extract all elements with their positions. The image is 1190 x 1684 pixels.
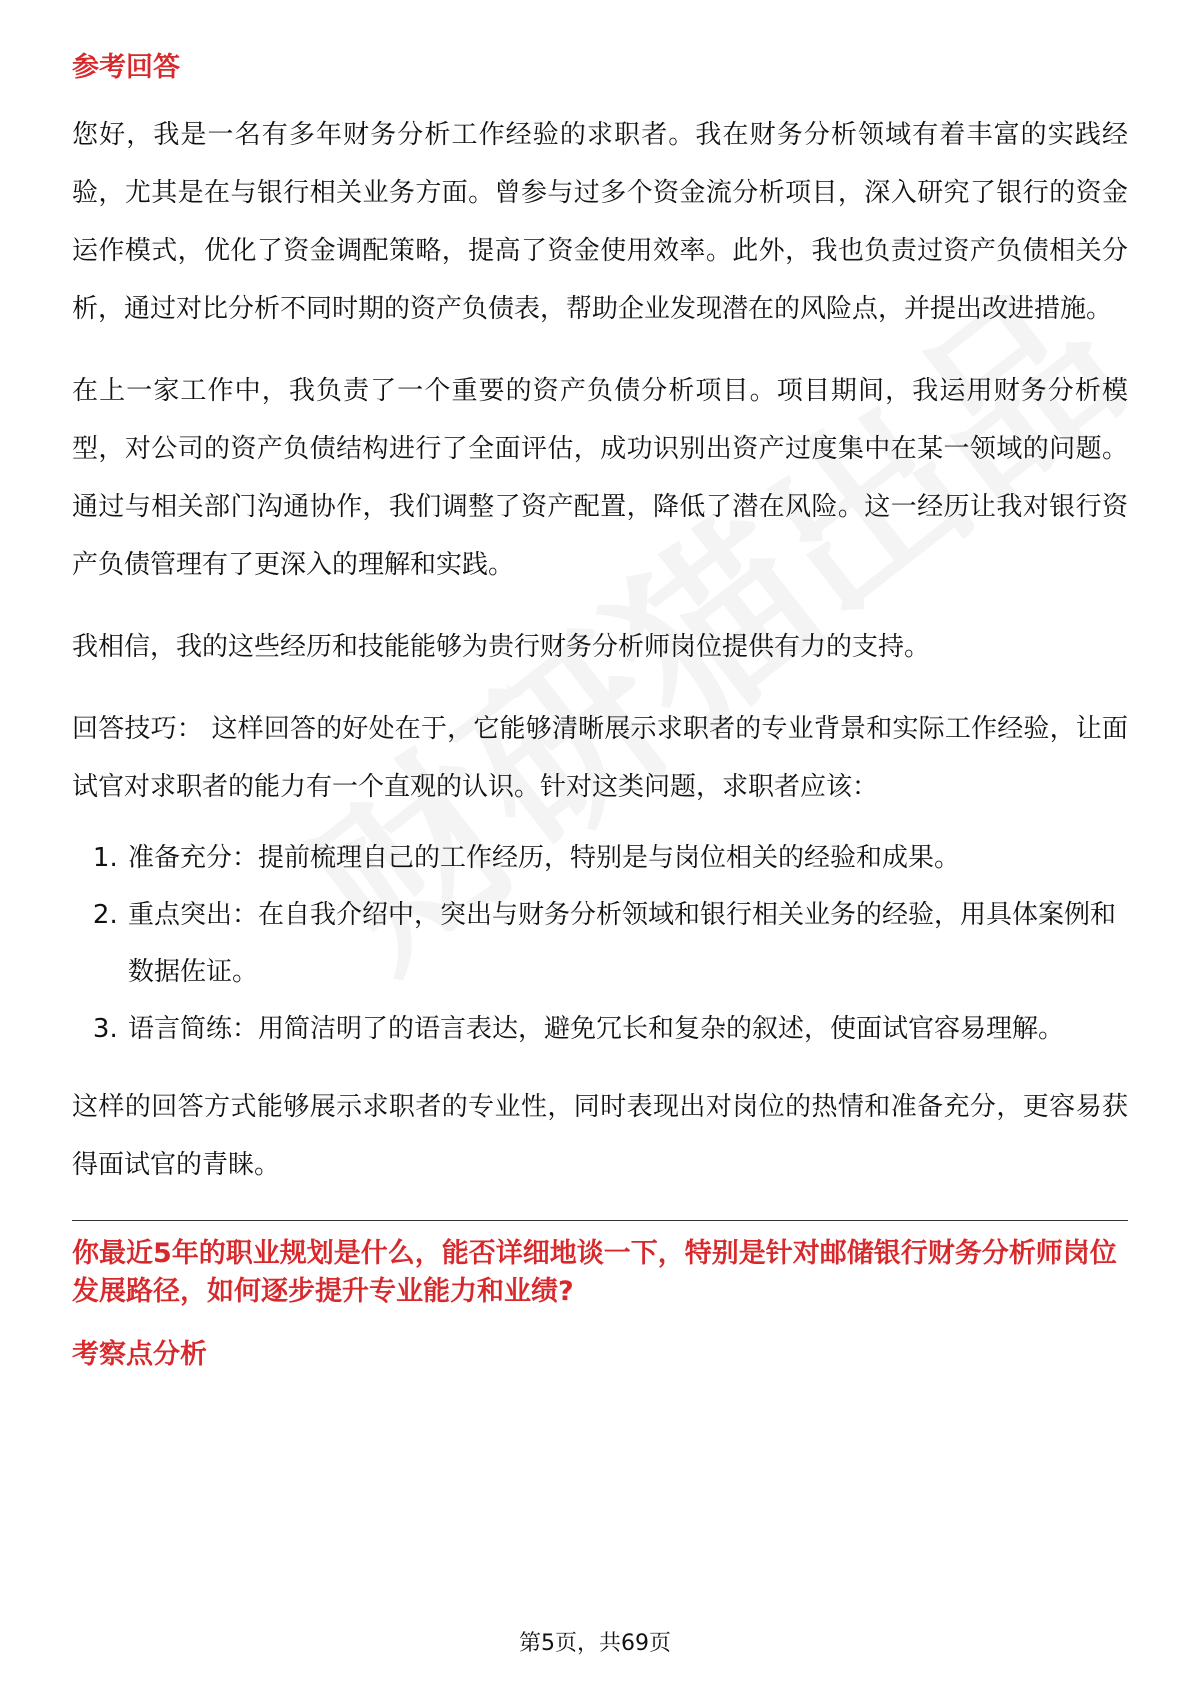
document-page [72, 48, 1128, 1375]
tips-label: 回答技巧： [72, 714, 203, 744]
tips-list-item: 2. 重点突出：在自我介绍中，突出与财务分析领域和银行相关业务的经验，用具体案例和数据佐证。 [126, 887, 1128, 1001]
tips-intro: 这样回答的好处在于，它能够清晰展示求职者的专业背景和实际工作经验，让面试官对求职者的能力有一个直观的认识。针对这类问题，求职者应该： [72, 714, 1128, 802]
reference-answer-heading: 参考回答 [72, 52, 180, 83]
tips-list [72, 830, 1128, 1058]
tips-paragraph [72, 700, 1128, 816]
tips-closing: 这样的回答方式能够展示求职者的专业性，同时表现出对岗位的热情和准备充分，更容易获得面试官的青睐。 [72, 1092, 1128, 1180]
section-divider [72, 1220, 1128, 1221]
tips-list-item: 3. 语言简练：用简洁明了的语言表达，避免冗长和复杂的叙述，使面试官容易理解。 [126, 1001, 1128, 1058]
page-number: 第5页，共69页 [519, 1631, 671, 1656]
answer-paragraph-1: 您好，我是一名有多年财务分析工作经验的求职者。我在财务分析领域有着丰富的实践经验，尤其是在与银行相关业务方面。曾参与过多个资金流分析项目，深入研究了银行的资金运作模式，优化了资金调配策略，提高了资金使用效率。此外，我也负责过资产负债相关分析，通过对比分析不同时期的资产负债表，帮助企业发现潜在的风险点，并提出改进措施。 [72, 120, 1128, 324]
answer-paragraph-3: 我相信，我的这些经历和技能能够为贵行财务分析师岗位提供有力的支持。 [72, 632, 931, 662]
answer-paragraph-2: 在上一家工作中，我负责了一个重要的资产负债分析项目。项目期间，我运用财务分析模型，对公司的资产负债结构进行了全面评估，成功识别出资产过度集中在某一领域的问题。通过与相关部门沟通协作，我们调整了资产配置，降低了潜在风险。这一经历让我对银行资产负债管理有了更深入的理解和实践。 [72, 376, 1128, 580]
tips-list-item: 1. 准备充分：提前梳理自己的工作经历，特别是与岗位相关的经验和成果。 [126, 830, 1128, 887]
analysis-heading: 考察点分析 [72, 1339, 207, 1370]
next-question: 你最近5年的职业规划是什么，能否详细地谈一下，特别是针对邮储银行财务分析师岗位发展路径，如何逐步提升专业能力和业绩? [72, 1238, 1117, 1307]
